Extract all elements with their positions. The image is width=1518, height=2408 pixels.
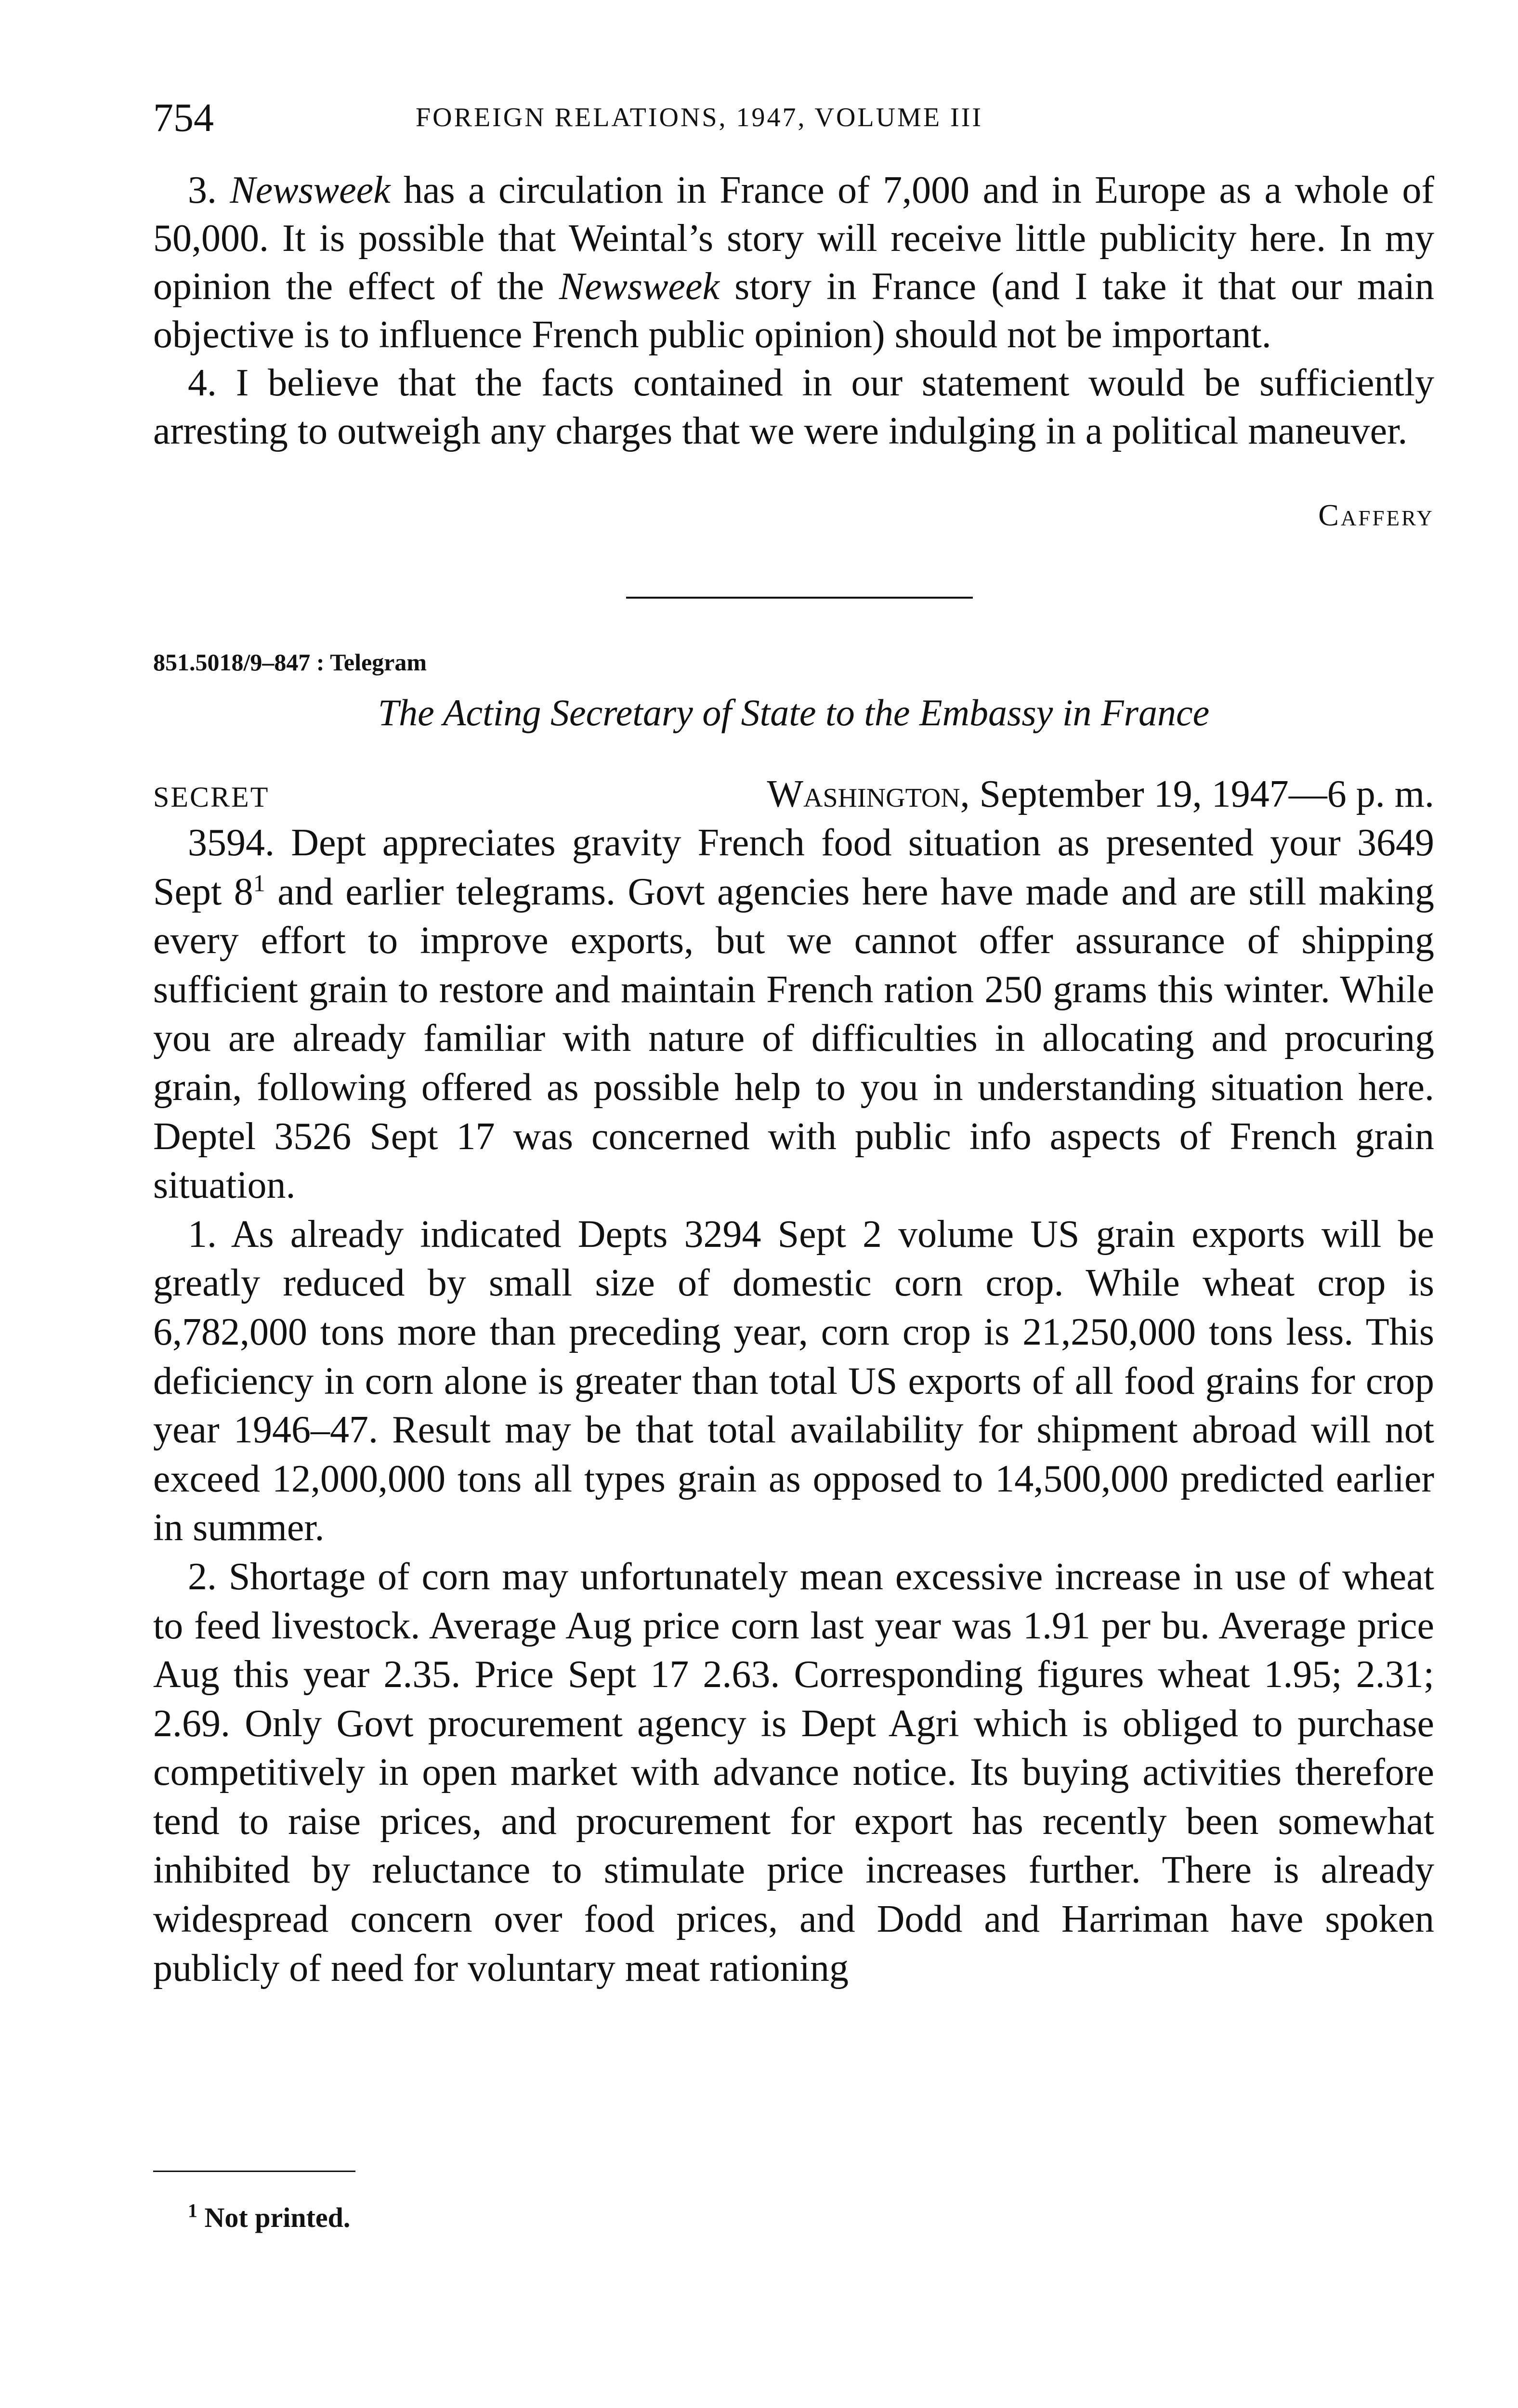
file-reference: 851.5018/9–847 : Telegram xyxy=(153,649,427,676)
paragraph: 3594. Dept appreciates gravity French food situation as presented your 3649 Sept $8^1$ and earlier telegrams. Govt agencies here have made and are still making every effort to improve exports, but we cannot offer assurance of shipping sufficient grain to restore and maintain French ration 250 grams this winter. While you are already familiar with nature of difficulties in allocating and procuring grain, following offered as possible help to you in understanding situation here. Deptel 3526 Sept 17 was concerned with public info aspects of French grain situation. xyxy=(153,822,1434,1207)
footnote xyxy=(188,2199,350,2237)
telegram-body xyxy=(153,819,1434,1993)
paragraph: 2. Shortage of corn may unfortunately mean excessive increase in use of wheat to feed livestock. Average Aug price corn last year was 1.91 per bu. Average price Aug this year 2.35. Price Sept 17 2.63. Corresponding figures wheat 1.95; 2.31; 2.69. Only Govt procurement agency is Dept Agri which is obliged to purchase competitively in open market with advance notice. Its buying activities therefore tend to raise prices, and procurement for export has recently been somewhat inhibited by reluctance to stimulate price increases further. There is already widespread concern over food prices, and Dodd and Harriman have spoken publicly of need for voluntary meat rationing xyxy=(153,1555,1434,1989)
dateline xyxy=(767,769,1435,819)
dateline-date: September 19, 1947—6 p. m. xyxy=(969,773,1434,815)
publication-name: Newsweek xyxy=(230,169,391,211)
footnote-reference: 1 xyxy=(253,869,265,896)
running-title: FOREIGN RELATIONS, 1947, VOLUME III xyxy=(416,103,983,132)
page-number: 754 xyxy=(153,95,214,140)
section-divider xyxy=(626,597,973,599)
dateline-place: Washington, xyxy=(767,773,970,815)
classification-label: SECRET xyxy=(153,781,270,813)
document-title: The Acting Secretary of State to the Embassy in France xyxy=(378,692,1210,733)
paragraph: 4. I believe that the facts contained in our statement would be sufficiently arresting to outweigh any charges that we were indulging in a political maneuver. xyxy=(153,362,1434,452)
paragraph: 3. Newsweek has a circulation in France of 7,000 and in Europe as a whole of 50,000. It is possible that Weintal’s story will receive little publicity here. In my opinion the effect of the Newsweek story in France (and I take it that our main objective is to influence French public opinion) should not be important. xyxy=(153,169,1435,356)
running-head xyxy=(153,92,1434,144)
paragraph: 1. As already indicated Depts 3294 Sept 2 volume US grain exports will be greatly reduced by small size of domestic corn crop. While wheat crop is 6,782,000 tons more than preceding year, corn crop is 21,250,000 tons less. This deficiency in corn alone is greater than total US exports of all food grains for crop year 1946–47. Result may be that total availability for shipment abroad will not exceed 12,000,000 tons all types grain as opposed to 14,500,000 predicted earlier in summer. xyxy=(153,1213,1434,1549)
footnote-marker: 1 xyxy=(188,2199,197,2222)
previous-document-text xyxy=(153,166,1434,455)
signature: Caffery xyxy=(1318,498,1434,532)
publication-name: Newsweek xyxy=(559,265,720,308)
footnote-text: Not printed. xyxy=(197,2202,351,2233)
footnote-divider xyxy=(153,2171,355,2172)
